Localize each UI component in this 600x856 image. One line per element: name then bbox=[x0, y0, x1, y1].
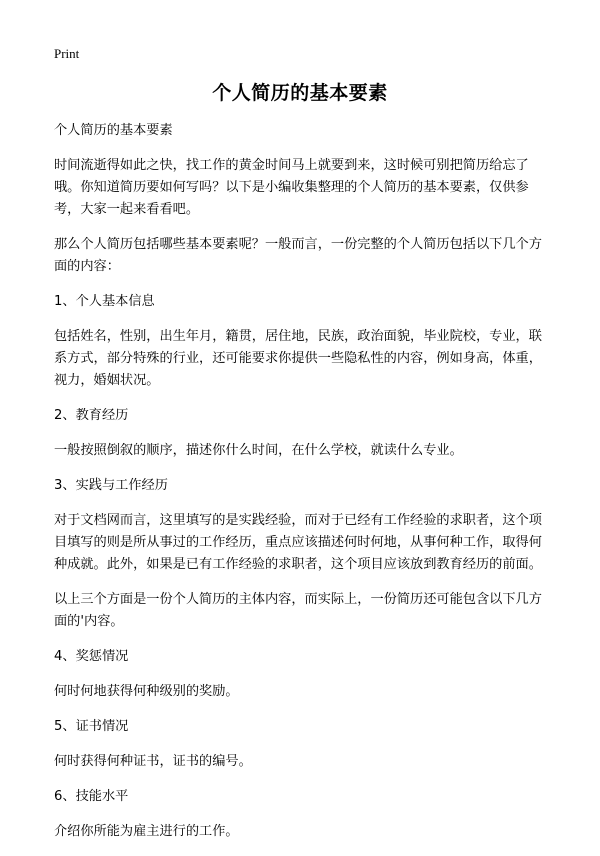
section-heading: 4、奖惩情况 bbox=[54, 649, 129, 664]
summary-paragraph: 以上三个方面是一份个人简历的主体内容，而实际上，一份简历还可能包含以下几方面的'内容。 bbox=[54, 592, 542, 629]
section-body: 何时获得何种证书，证书的编号。 bbox=[54, 754, 252, 769]
document-subtitle: 个人简历的基本要素 bbox=[54, 123, 173, 138]
section-heading: 3、实践与工作经历 bbox=[54, 478, 168, 493]
lead-paragraph: 那么个人简历包括哪些基本要素呢？一般而言，一份完整的个人简历包括以下几个方面的内容： bbox=[54, 237, 542, 274]
document-body bbox=[54, 120, 550, 856]
section-body: 包括姓名，性别，出生年月，籍贯，居住地，民族，政治面貌，毕业院校，专业，联系方式，部分特殊的行业，还可能要求你提供一些隐私性的内容，例如身高，体重，视力，婚姻状况。 bbox=[54, 329, 542, 388]
section-body: 对于文档网而言，这里填写的是实践经验，而对于已经有工作经验的求职者，这个项目填写的则是所从事过的工作经历，重点应该描述何时何地，从事何种工作，取得何种成就。此外，如果是已有工作经验的求职者，这个项目应该放到教育经历的前面。 bbox=[54, 513, 542, 572]
intro-paragraph: 时间流逝得如此之快，找工作的黄金时间马上就要到来，这时候可别把简历给忘了哦。你知道简历要如何写吗？以下是小编收集整理的个人简历的基本要素，仅供参考，大家一起来看看吧。 bbox=[54, 158, 529, 217]
section-heading: 5、证书情况 bbox=[54, 719, 129, 734]
section-body: 何时何地获得何种级别的奖励。 bbox=[54, 684, 239, 699]
section-heading: 2、教育经历 bbox=[54, 408, 129, 423]
section-body: 介绍你所能为雇主进行的工作。 bbox=[54, 824, 239, 839]
section-heading: 1、个人基本信息 bbox=[54, 294, 155, 309]
print-link[interactable]: Print bbox=[54, 46, 80, 61]
section-body: 一般按照倒叙的顺序，描述你什么时间，在什么学校，就读什么专业。 bbox=[54, 443, 463, 458]
document-title: 个人简历的基本要素 bbox=[212, 82, 388, 104]
section-heading: 6、技能水平 bbox=[54, 789, 129, 804]
